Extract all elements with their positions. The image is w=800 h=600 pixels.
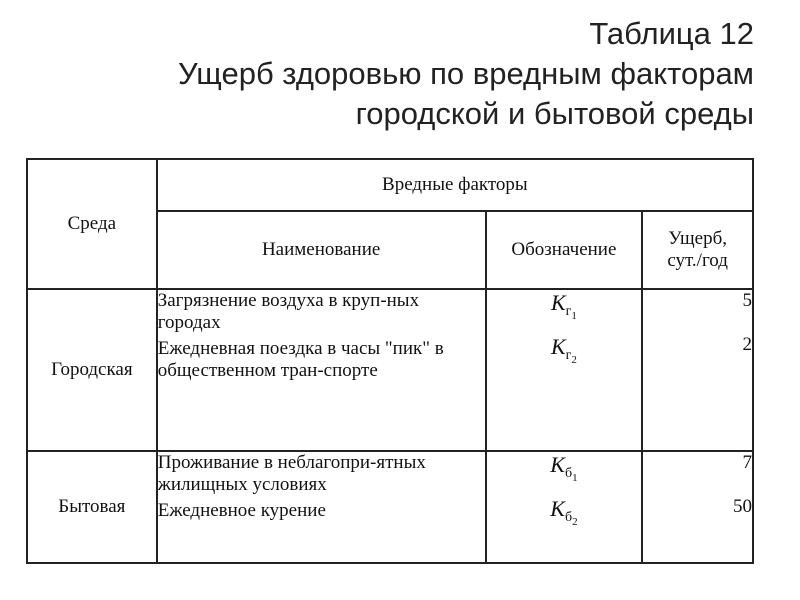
factor-name: Ежедневная поездка в часы "пик" в общественном тран-спорте — [157, 338, 444, 381]
factor-symbol: $K_{г_2}$ — [550, 334, 577, 367]
factor-symbols-cell — [486, 451, 643, 563]
header-symbol: Обозначение — [486, 211, 643, 289]
env-household: Бытовая — [27, 451, 157, 563]
header-damage-line-1: Ущерб, — [668, 228, 727, 249]
table-title-line-2: городской и бытовой среды — [355, 96, 754, 131]
factor-names-cell — [157, 289, 486, 451]
factor-symbols-cell — [486, 289, 643, 451]
factor-name: Проживание в неблагопри-ятных жилищных условиях — [157, 452, 426, 495]
damage-table — [26, 158, 754, 564]
factor-symbol: $K_{б_2}$ — [550, 496, 578, 529]
damage-value: 5 — [742, 290, 752, 311]
factor-names-cell — [157, 451, 486, 563]
factor-name: Ежедневное курение — [157, 500, 326, 521]
header-factors: Вредные факторы — [157, 159, 753, 211]
table-row — [27, 451, 753, 563]
damage-value: 2 — [742, 334, 752, 355]
factor-symbol: $K_{г_1}$ — [550, 290, 577, 323]
table-title-line-1: Ущерб здоровью по вредным факторам — [178, 56, 754, 91]
env-urban: Городская — [27, 289, 157, 451]
table-caption — [178, 14, 754, 134]
table-row — [27, 289, 753, 451]
table-number: Таблица 12 — [589, 16, 754, 51]
header-damage-line-2: сут./год — [667, 250, 728, 271]
header-env: Среда — [27, 159, 157, 289]
header-damage — [642, 211, 753, 289]
damage-value: 7 — [742, 452, 752, 473]
factor-name: Загрязнение воздуха в круп-ных городах — [157, 290, 420, 333]
damage-values-cell — [642, 451, 753, 563]
factor-symbol: $K_{б_1}$ — [550, 452, 578, 485]
damage-values-cell — [642, 289, 753, 451]
damage-value: 50 — [733, 496, 752, 517]
header-name: Наименование — [157, 211, 486, 289]
